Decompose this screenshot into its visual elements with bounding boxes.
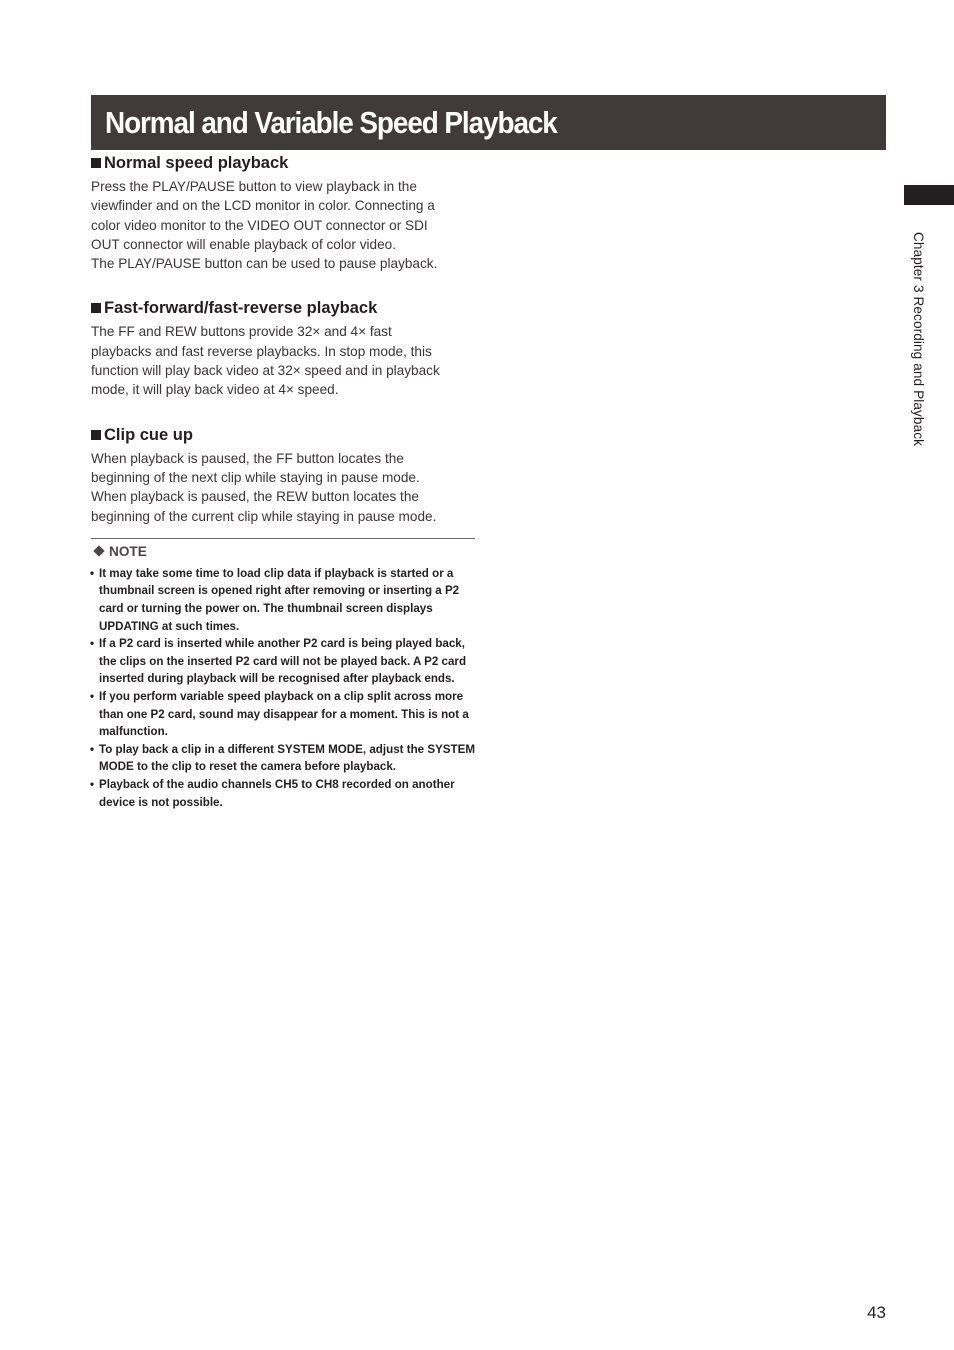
body-line: Press the PLAY/PAUSE button to view playback in the — [91, 179, 417, 194]
chapter-side-label: Chapter 3 Recording and Playback — [911, 232, 926, 447]
body-line: When playback is paused, the FF button locates the — [91, 450, 404, 466]
note-heading-text: NOTE — [109, 543, 147, 559]
title-bar — [91, 95, 886, 150]
body-line: beginning of the next clip while staying in pause mode. — [91, 469, 420, 485]
body-line: viewfinder and on the LCD monitor in color. Connecting a — [91, 198, 435, 214]
note-list — [91, 565, 475, 811]
body-line: When playback is paused, the REW button locates the — [91, 489, 419, 505]
square-bullet-icon — [91, 430, 101, 440]
section-heading — [91, 424, 475, 446]
note-item: • To play back a clip in a different SYSTEM MODE, adjust the SYSTEM MODE to the clip to reset the camera before playback. — [91, 741, 475, 776]
square-bullet-icon — [91, 158, 101, 168]
note-heading — [91, 542, 475, 561]
section-clip-cue-up — [91, 424, 475, 526]
section-heading — [91, 152, 475, 174]
note-item: • If a P2 card is inserted while another P2 card is being played back, the clips on the inserted P2 card will not be played back. A P2 card inserted during playback will be recognised after playback ends. — [91, 635, 475, 688]
page-number: 43 — [867, 1303, 886, 1322]
section-body — [91, 449, 475, 526]
note-item: • Playback of the audio channels CH5 to CH8 recorded on another device is not possible. — [91, 776, 475, 811]
body-line: The PLAY/PAUSE button can be used to pause playback. — [91, 256, 438, 272]
section-body — [91, 322, 475, 399]
page-title: Normal and Variable Speed Playback — [105, 104, 557, 140]
section-heading — [91, 297, 475, 319]
body-line: OUT connector will enable playback of color video. — [91, 236, 397, 252]
body-line: color video monitor to the VIDEO OUT connector or SDI — [91, 217, 428, 233]
body-line: The FF and REW buttons provide 32× and 4× fast — [91, 324, 392, 340]
section-heading-text: Fast-forward/fast-reverse playback — [104, 299, 378, 318]
note-divider — [91, 538, 475, 539]
diamond-icon — [93, 546, 104, 557]
section-fast-forward — [91, 297, 475, 399]
body-line: beginning of the current clip while staying in pause mode. — [91, 508, 437, 524]
main-column — [91, 152, 475, 811]
chapter-tab-marker — [904, 185, 954, 205]
section-body — [91, 177, 475, 273]
section-heading-text: Clip cue up — [104, 425, 193, 444]
section-heading-text: Normal speed playback — [104, 154, 289, 172]
body-line: mode, it will play back video at 4× speed. — [91, 382, 339, 398]
square-bullet-icon — [91, 303, 101, 313]
body-line: function will play back video at 32× speed and in playback — [91, 363, 440, 379]
section-normal-speed — [91, 152, 475, 273]
body-line: playbacks and fast reverse playbacks. In stop mode, this — [91, 343, 432, 359]
note-item: • If you perform variable speed playback on a clip split across more than one P2 card, sound may disappear for a moment. This is not a malfunction. — [91, 688, 475, 741]
note-item: • It may take some time to load clip data if playback is started or a thumbnail screen is opened right after removing or inserting a P2 card or turning the power on. The thumbnail screen displays UPDATING at such times. — [91, 565, 475, 635]
